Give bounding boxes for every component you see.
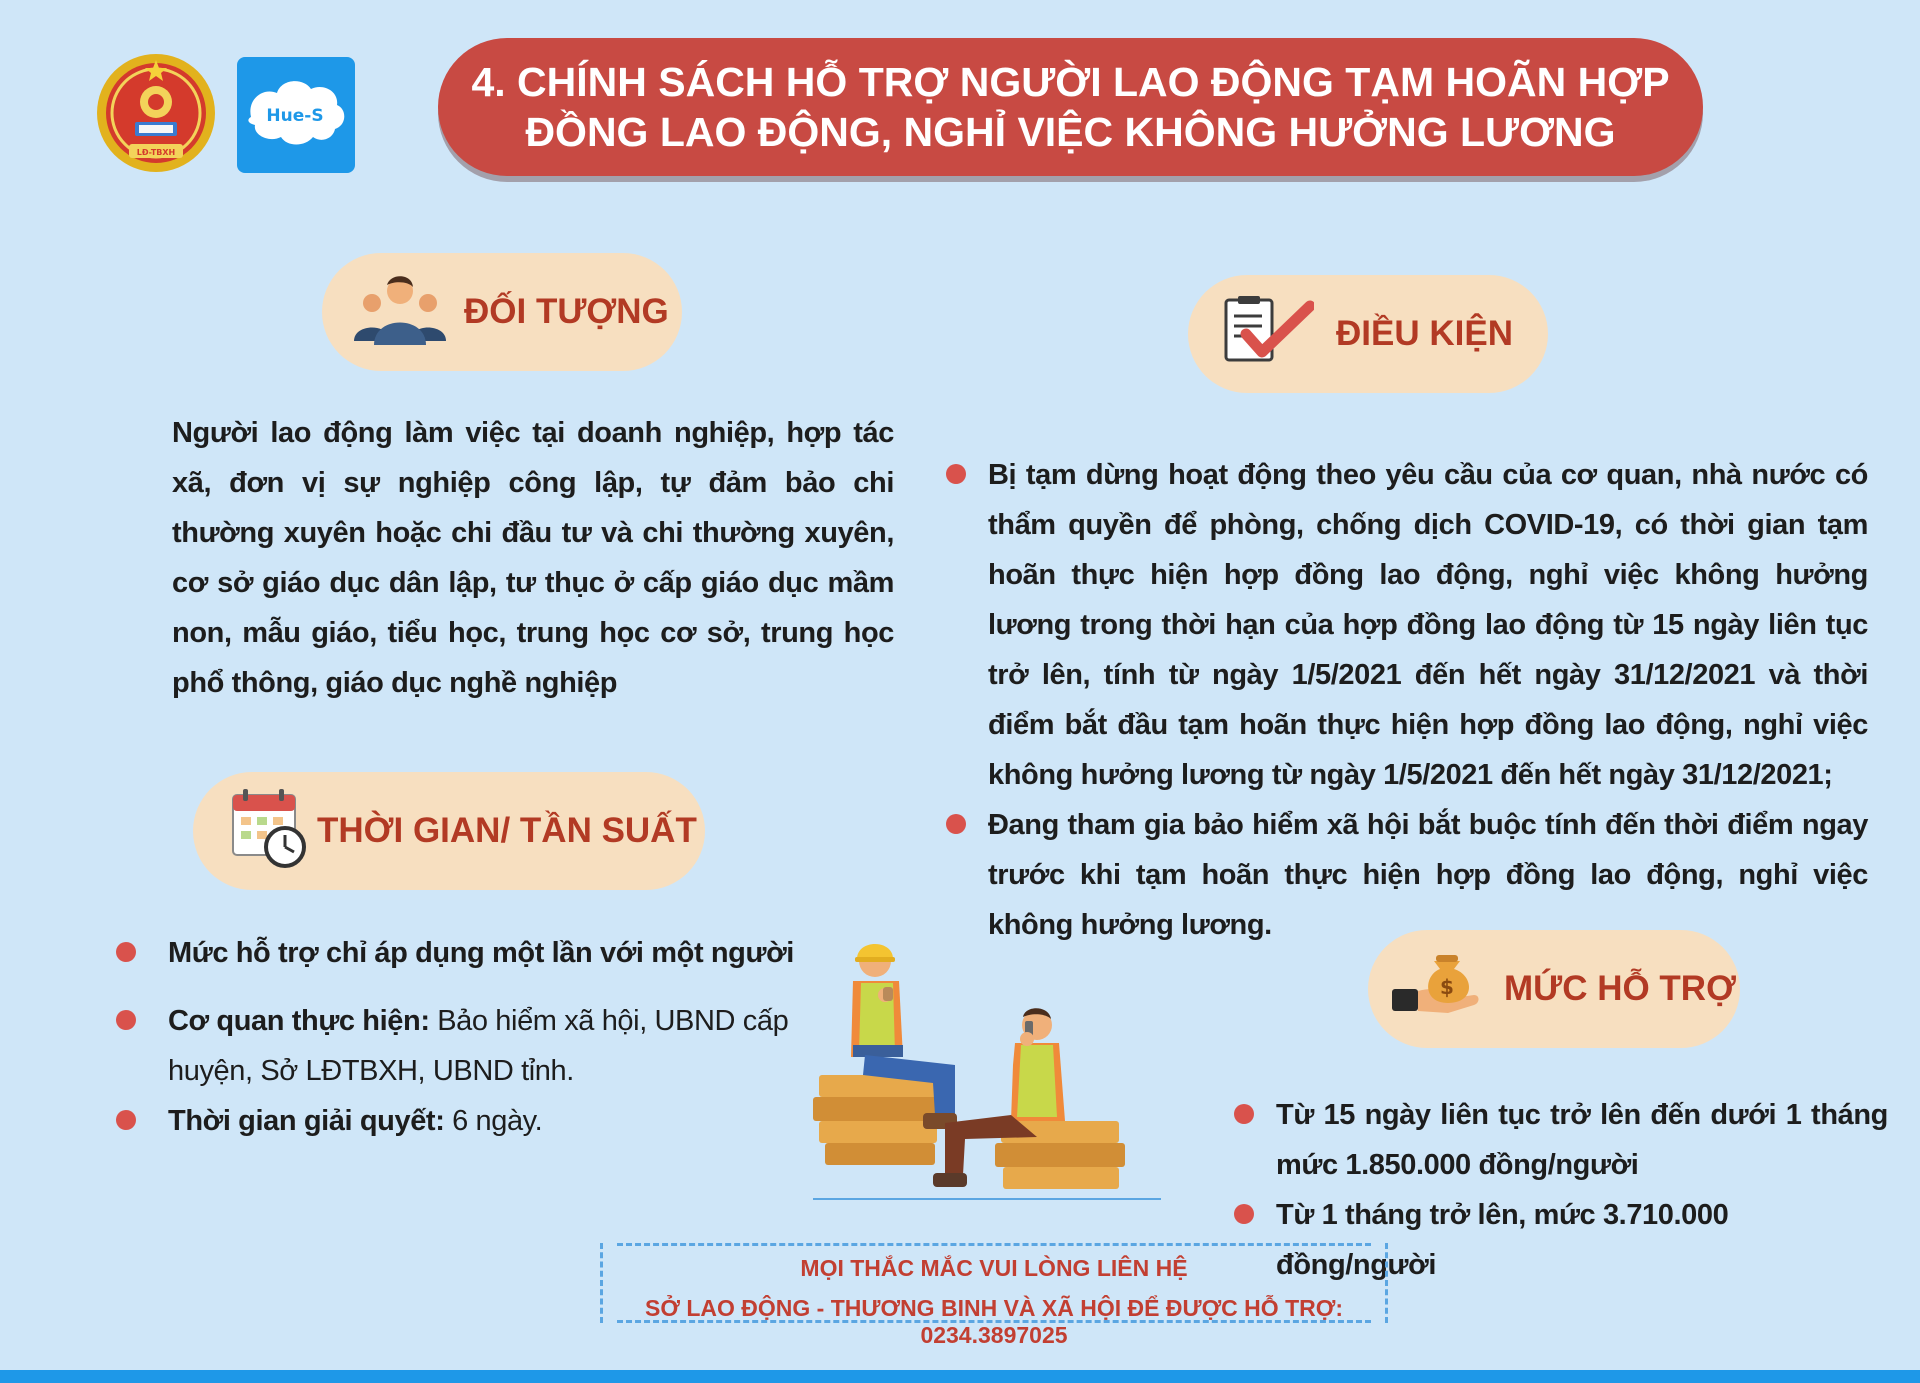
contact-border-top: [617, 1243, 1371, 1246]
contact-line-2: SỞ LAO ĐỘNG - THƯƠNG BINH VÀ XÃ HỘI ĐỂ ĐƯỢC HỖ TRỢ: 0234.3897025: [644, 1295, 1344, 1348]
muc-ho-tro-item-1-text: Từ 15 ngày liên tục trở lên đến dưới 1 tháng mức 1.850.000 đồng/người: [1276, 1099, 1888, 1181]
title-line-2: ĐỒNG LAO ĐỘNG, NGHỈ VIỆC KHÔNG HƯỞNG LƯƠNG: [525, 109, 1616, 155]
svg-text:LĐ-TBXH: LĐ-TBXH: [136, 148, 176, 157]
muc-ho-tro-header: [1368, 930, 1740, 1048]
muc-ho-tro-title: MỨC HỖ TRỢ: [1504, 969, 1736, 1008]
thoi-gian-header: [193, 772, 705, 890]
contact-border-bottom: [617, 1320, 1371, 1323]
muc-ho-tro-item-1: [1276, 1090, 1888, 1190]
muc-ho-tro-item-2-text: Từ 1 tháng trở lên, mức 3.710.000 đồng/người: [1276, 1199, 1729, 1281]
bullet-icon: [116, 1010, 136, 1030]
doi-tuong-header: [322, 253, 682, 371]
title-line-1: 4. CHÍNH SÁCH HỖ TRỢ NGƯỜI LAO ĐỘNG TẠM HOÃN HỢP: [471, 59, 1670, 105]
bottom-bar: [0, 1370, 1920, 1383]
dieu-kien-list: [988, 450, 1868, 950]
co-quan-value: Bảo hiểm xã hội, UBND cấp huyện, Sở LĐTBXH, UBND tỉnh.: [168, 1005, 789, 1087]
dieu-kien-title: ĐIỀU KIỆN: [1336, 314, 1513, 353]
doi-tuong-title: ĐỐI TƯỢNG: [464, 292, 669, 331]
checklist-icon: [1222, 294, 1314, 375]
calendar-clock-icon: [229, 785, 309, 878]
bullet-icon: [116, 942, 136, 962]
title-banner: [438, 38, 1703, 176]
dieu-kien-header: [1188, 275, 1548, 393]
contact-line-1: MỌI THẮC MẮC VUI LÒNG LIÊN HỆ: [800, 1255, 1188, 1281]
thoi-gian-item-2: [168, 996, 808, 1096]
co-quan-label: Cơ quan thực hiện:: [168, 1005, 430, 1037]
bullet-icon: [116, 1110, 136, 1130]
bullet-icon: [946, 814, 966, 834]
thoi-gian-list: [168, 928, 808, 1146]
dieu-kien-item-1: [988, 450, 1868, 800]
money-bag-hand-icon: [1388, 947, 1482, 1032]
bullet-icon: [946, 464, 966, 484]
workers-illustration: [805, 925, 1165, 1205]
hue-s-logo: [237, 57, 355, 173]
dieu-kien-item-1-text: Bị tạm dừng hoạt động theo yêu cầu của cơ quan, nhà nước có thẩm quyền để phòng, chống dịch COVID-19, có thời gian tạm hoãn thực hiện hợp đồng lao động, nghỉ việc không hưởng lương trong thời hạn của hợp đồng lao động từ 15 ngày liên tục trở lên, tính từ ngày 1/5/2021 đến hết ngày 31/12/2021 và thời điểm bắt đầu tạm hoãn thực hiện hợp đồng lao động, nghỉ việc không hưởng lương từ ngày 1/5/2021 đến hết ngày 31/12/2021;: [988, 459, 1868, 791]
thoi-gian-item-1-text: Mức hỗ trợ chỉ áp dụng một lần với một người: [168, 937, 794, 969]
thoi-gian-title: THỜI GIAN/ TẦN SUẤT: [317, 811, 697, 850]
hue-s-label: Hue-S: [266, 106, 324, 126]
dieu-kien-item-2-text: Đang tham gia bảo hiểm xã hội bắt buộc tính đến thời điểm ngay trước khi tạm hoãn thực hiện hợp đồng lao động, nghỉ việc không hưởng lương.: [988, 809, 1868, 941]
thoi-gian-giai-quyet-value: 6 ngày.: [444, 1105, 543, 1137]
people-group-icon: [350, 269, 450, 356]
thoi-gian-item-3: [168, 1096, 808, 1146]
thoi-gian-giai-quyet-label: Thời gian giải quyết:: [168, 1105, 445, 1137]
contact-box: [600, 1243, 1388, 1348]
bullet-icon: [1234, 1104, 1254, 1124]
bullet-icon: [1234, 1204, 1254, 1224]
thoi-gian-item-1: [168, 928, 808, 978]
doi-tuong-description: Người lao động làm việc tại doanh nghiệp, hợp tác xã, đơn vị sự nghiệp công lập, tự đảm bảo chi thường xuyên hoặc chi đầu tư và chi thường xuyên, cơ sở giáo dục dân lập, tư thục ở cấp giáo dục mầm non, mẫu giáo, tiểu học, trung học cơ sở, trung học phổ thông, giáo dục nghề nghiệp: [172, 417, 894, 699]
svg-text:$: $: [1440, 974, 1454, 999]
ministry-seal-logo: [95, 52, 217, 174]
